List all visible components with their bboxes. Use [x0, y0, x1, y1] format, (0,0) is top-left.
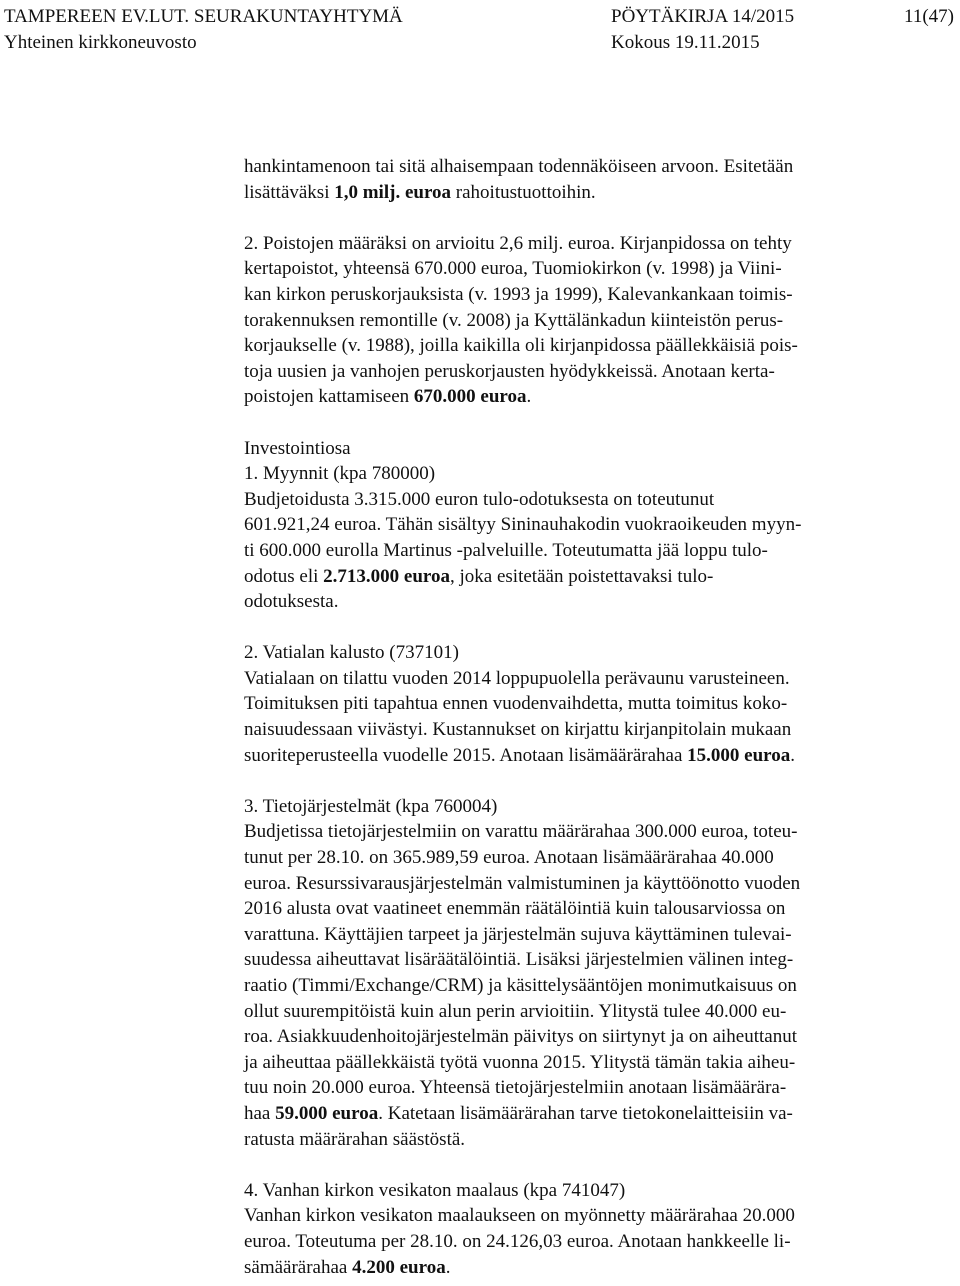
council-name: Yhteinen kirkkoneuvosto: [4, 32, 197, 53]
paragraph-gap: [244, 615, 904, 641]
paragraph-gap: [244, 768, 904, 794]
text-segment: kertapoistot, yhteensä 670.000 euroa, Tuomiokirkon (v. 1998) ja Viini-: [244, 258, 782, 280]
document-body: [244, 154, 904, 1280]
text-segment: .: [526, 386, 532, 408]
text-line: [244, 436, 904, 462]
text-segment: hankintamenoon tai sitä alhaisempaan todennäköiseen arvoon. Esitetään: [244, 156, 794, 177]
text-segment: varattuna. Käyttäjien tarpeet ja järjestelmän sujuva käyttäminen tulevai-: [244, 923, 792, 945]
bold-amount: 59.000 euroa: [275, 1102, 379, 1124]
text-segment: ja aiheuttaa päällekkäistä työtä vuonna 2015. Ylitystä tämän takia aiheu-: [244, 1051, 796, 1073]
text-line: [244, 333, 904, 359]
bold-amount: 4.200 euroa: [352, 1256, 446, 1278]
text-segment: sämäärärahaa: [244, 1256, 353, 1278]
text-segment: poistojen kattamiseen: [244, 386, 414, 408]
text-segment: ollut suurempitöistä kuin alun perin arvioitiin. Ylitystä tulee 40.000 eu-: [244, 1000, 787, 1022]
text-line: [244, 564, 904, 590]
text-segment: odotus eli: [244, 565, 324, 587]
text-line: [244, 487, 904, 513]
text-segment: , joka esitetään poistettavaksi tulo-: [450, 565, 714, 587]
text-line: [244, 231, 904, 257]
text-segment: Toimituksen piti tapahtua ennen vuodenvaihdetta, mutta toimitus koko-: [244, 693, 788, 715]
text-line: [244, 845, 904, 871]
text-line: [244, 1229, 904, 1255]
text-segment: 3. Tietojärjestelmät (kpa 760004): [244, 795, 498, 817]
text-line: [244, 256, 904, 282]
text-line: [244, 359, 904, 385]
text-segment: suudessa aiheuttavat lisäräätälöintiä. Lisäksi järjestelmien välinen integ-: [244, 949, 794, 971]
text-line: [244, 1178, 904, 1204]
text-line: [244, 896, 904, 922]
text-segment: ti 600.000 eurolla Martinus -palveluille. Toteutumatta jää loppu tulo-: [244, 539, 768, 561]
text-line: [244, 717, 904, 743]
text-line: [244, 512, 904, 538]
organization-name: TAMPEREEN EV.LUT. SEURAKUNTAYHTYMÄ: [4, 6, 403, 27]
meeting-date: Kokous 19.11.2015: [611, 32, 760, 53]
text-line: [244, 947, 904, 973]
text-line: [244, 999, 904, 1025]
text-segment: Investointiosa: [244, 437, 351, 459]
page-header: [4, 4, 954, 56]
paragraph-gap: [244, 1152, 904, 1178]
text-line: [244, 1024, 904, 1050]
header-row-1: [4, 4, 954, 30]
text-segment: 4. Vanhan kirkon vesikaton maalaus (kpa 741047): [244, 1179, 626, 1201]
text-line: [244, 308, 904, 334]
text-line: [244, 666, 904, 692]
bold-amount: 15.000 euroa: [687, 744, 791, 766]
text-segment: suoriteperusteella vuodelle 2015. Anotaan lisämäärärahaa: [244, 744, 688, 766]
text-line: [244, 538, 904, 564]
text-segment: 2. Vatialan kalusto (737101): [244, 642, 459, 664]
document-title: PÖYTÄKIRJA 14/2015: [611, 6, 795, 27]
text-segment: Vatialaan on tilattu vuoden 2014 loppupuolella perävaunu varusteineen.: [244, 667, 790, 689]
paragraph-gap: [244, 410, 904, 436]
text-segment: 601.921,24 euroa. Tähän sisältyy Sininauhakodin vuokraoikeuden myyn-: [244, 514, 802, 536]
text-line: [244, 589, 904, 615]
text-segment: euroa. Resurssivarausjärjestelmän valmistuminen ja käyttöönotto vuoden: [244, 872, 801, 894]
bold-amount: 1,0 milj. euroa: [334, 181, 452, 203]
text-segment: tuu noin 20.000 euroa. Yhteensä tietojärjestelmiin anotaan lisämäärära-: [244, 1077, 787, 1099]
text-line: [244, 973, 904, 999]
text-segment: raatio (Timmi/Exchange/CRM) ja käsittelysääntöjen monimutkaisuus on: [244, 975, 797, 996]
text-segment: kan kirkon peruskorjauksista (v. 1993 ja 1999), Kalevankankaan toimis-: [244, 283, 793, 305]
text-segment: . Katetaan lisämäärärahan tarve tietokonelaitteisiin va-: [378, 1102, 793, 1124]
text-line: [244, 1203, 904, 1229]
text-segment: lisättäväksi: [244, 181, 335, 203]
text-segment: rahoitustuottoihin.: [451, 181, 596, 203]
text-line: [244, 282, 904, 308]
text-line: [244, 180, 904, 206]
text-segment: torakennuksen remontille (v. 2008) ja Kyttälänkadun kiinteistön perus-: [244, 309, 784, 331]
text-segment: Vanhan kirkon vesikaton maalaukseen on myönnetty määrärahaa 20.000: [244, 1205, 795, 1227]
page-number: 11(47): [904, 6, 954, 27]
text-segment: Budjetoidusta 3.315.000 euron tulo-odotuksesta on toteutunut: [244, 488, 715, 510]
text-segment: naisuudessaan viivästyi. Kustannukset on kirjattu kirjanpitolain mukaan: [244, 719, 792, 741]
text-line: [244, 154, 904, 180]
text-segment: korjaukselle (v. 1988), joilla kaikilla oli kirjanpidossa päällekkäisiä pois-: [244, 335, 798, 357]
text-segment: Budjetissa tietojärjestelmiin on varattu määrärahaa 300.000 euroa, toteu-: [244, 821, 798, 843]
text-line: [244, 1255, 904, 1281]
text-segment: .: [790, 744, 796, 766]
bold-amount: 670.000 euroa: [413, 386, 527, 408]
bold-amount: 2.713.000 euroa: [323, 565, 451, 587]
text-line: [244, 922, 904, 948]
text-line: [244, 691, 904, 717]
text-segment: euroa. Toteutuma per 28.10. on 24.126,03 euroa. Anotaan hankkeelle li-: [244, 1230, 791, 1252]
text-line: [244, 819, 904, 845]
text-segment: 2016 alusta ovat vaatineet enemmän räätälöintiä kuin talousarviossa on: [244, 898, 786, 920]
text-line: [244, 871, 904, 897]
text-line: [244, 1075, 904, 1101]
text-segment: roa. Asiakkuudenhoitojärjestelmän päivitys on siirtynyt ja on aiheuttanut: [244, 1026, 798, 1048]
text-segment: haa: [244, 1102, 276, 1124]
text-segment: toja uusien ja vanhojen peruskorjausten hyödykkeissä. Anotaan kerta-: [244, 360, 775, 382]
text-line: [244, 794, 904, 820]
text-segment: .: [445, 1256, 451, 1278]
text-segment: ratusta määrärahan säästöstä.: [244, 1128, 466, 1150]
text-line: [244, 640, 904, 666]
text-segment: 2. Poistojen määräksi on arvioitu 2,6 milj. euroa. Kirjanpidossa on tehty: [244, 232, 792, 254]
text-segment: tunut per 28.10. on 365.989,59 euroa. Anotaan lisämäärärahaa 40.000: [244, 847, 774, 869]
text-line: [244, 1101, 904, 1127]
text-line: [244, 743, 904, 769]
text-segment: odotuksesta.: [244, 591, 339, 613]
text-line: [244, 1050, 904, 1076]
text-line: [244, 384, 904, 410]
text-line: [244, 461, 904, 487]
text-line: [244, 1127, 904, 1153]
header-row-2: [4, 30, 954, 56]
paragraph-gap: [244, 205, 904, 231]
text-segment: 1. Myynnit (kpa 780000): [244, 463, 436, 485]
